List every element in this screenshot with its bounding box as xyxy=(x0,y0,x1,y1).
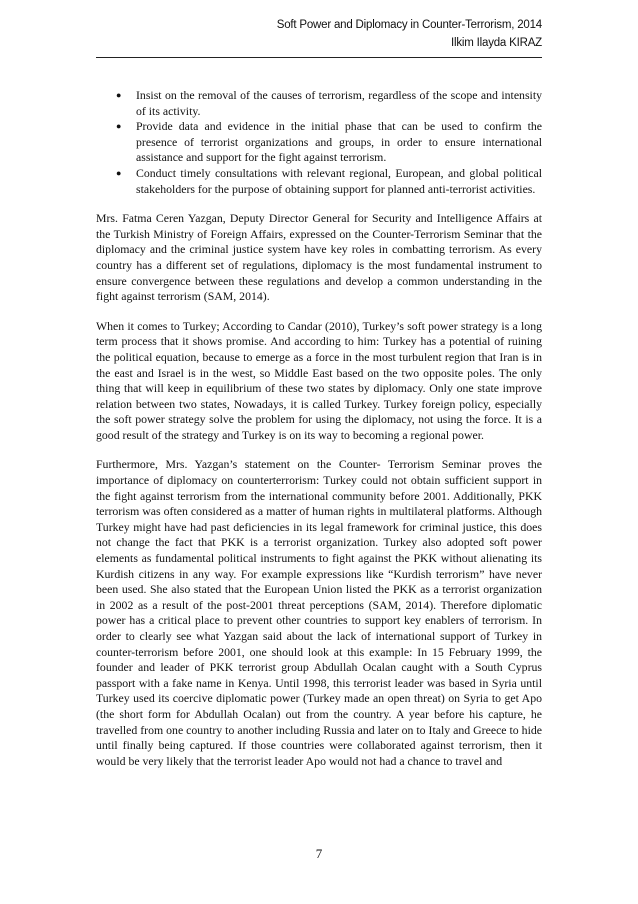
list-item-text: Provide data and evidence in the initial phase that can be used to confirm the presence of terrorist organizations and groups, in order to ensure international assistance and support for the fight against terrorism. xyxy=(136,119,542,165)
list-item xyxy=(116,119,542,166)
paragraph-counter-terrorism: Furthermore, Mrs. Yazgan’s statement on the Counter- Terrorism Seminar proves the importance of diplomacy on counterterrorism: Turkey could not obtain sufficient support in the fight against terrorism from the international community before 2001. Additionally, PKK terrorism was often considered as a matter of human rights in multilateral platforms. Although Turkey might have had past deficiencies in its legal framework for criminal justice, this does not change the fact that PKK is a terrorist organization. Turkey also adopted soft power elements as fundamental political instruments to fight against the PKK without alienating its Kurdish citizens in any way. For example expressions like “Kurdish terrorism” have never been used. She also stated that the European Union listed the PKK as a terrorist organization in 2002 as a result of the post-2001 threat perceptions (SAM, 2014). Therefore diplomatic power has a critical place to prevent other countries to support key enablers of terrorism. In order to clearly see what Yazgan said about the lack of international support of Turkey in counter-terrorism before 2001, one should look at this example: In 15 February 1999, the founder and leader of PKK terrorist group Abdullah Ocalan caught with a South Cyprus passport with a fake name in Kenya. Until 1998, this terrorist leader was based in Syria until Turkey used its coercive diplomatic power (Turkey made an open threat) on Syria to get Apo (the short form for Abdullah Ocalan) out from the country. A year before his capture, he travelled from one country to another including Russia and later on to Italy and Greece to hide until finally being captured. If those countries were collaborated against terrorism, then it would be very likely that the terrorist leader Apo would not had a chance to travel and xyxy=(96,457,542,768)
paragraph-turkey-soft-power: When it comes to Turkey; According to Candar (2010), Turkey’s soft power strategy is a long term process that it shows promise. And according to him: Turkey has a potential of ruining the political equation, because to emerge as a force in the most turbulent region that Iran is in the east and Israel is in the west, so Middle East based on the two opposite poles. The only thing that will keep in equilibrium of these two states by diplomacy. Only one state improve relation between two states, Nowadays, it is called Turkey. Turkey foreign policy, especially the soft power strategy solve the problem for using the diplomacy, not using the force. It is a good result of the strategy and Turkey is on its way to becoming a regional power. xyxy=(96,318,542,442)
list-item xyxy=(116,165,542,197)
list-item xyxy=(116,88,542,119)
list-item-text: Insist on the removal of the causes of terrorism, regardless of the scope and intensity of its activity. xyxy=(136,88,542,118)
body-text xyxy=(96,88,542,783)
bullet-list xyxy=(96,88,542,197)
header-title: Soft Power and Diplomacy in Counter-Terrorism, 2014 xyxy=(276,19,542,31)
header-author: Ilkim Ilayda KIRAZ xyxy=(451,37,542,49)
header-divider xyxy=(96,57,542,58)
bullet-icon: ● xyxy=(116,90,122,100)
bullet-icon: ● xyxy=(116,167,122,178)
bullet-icon: ● xyxy=(116,121,122,132)
page-number: 7 xyxy=(315,846,323,861)
running-header xyxy=(277,16,542,52)
paragraph-yazgan: Mrs. Fatma Ceren Yazgan, Deputy Director General for Security and Intelligence Affairs at the Turkish Ministry of Foreign Affairs, expressed on the Counter-Terrorism Seminar that the diplomacy and the criminal justice system have key roles in combatting terrorism. As every country has a different set of regulations, diplomacy is the most fundamental instrument to ensure convergence between these regulations and develop a common understanding in the fight against terrorism (SAM, 2014). xyxy=(96,211,542,304)
list-item-text: Conduct timely consultations with relevant regional, European, and global political stakeholders for the purpose of obtaining support for planned anti-terrorist activities. xyxy=(136,165,542,196)
